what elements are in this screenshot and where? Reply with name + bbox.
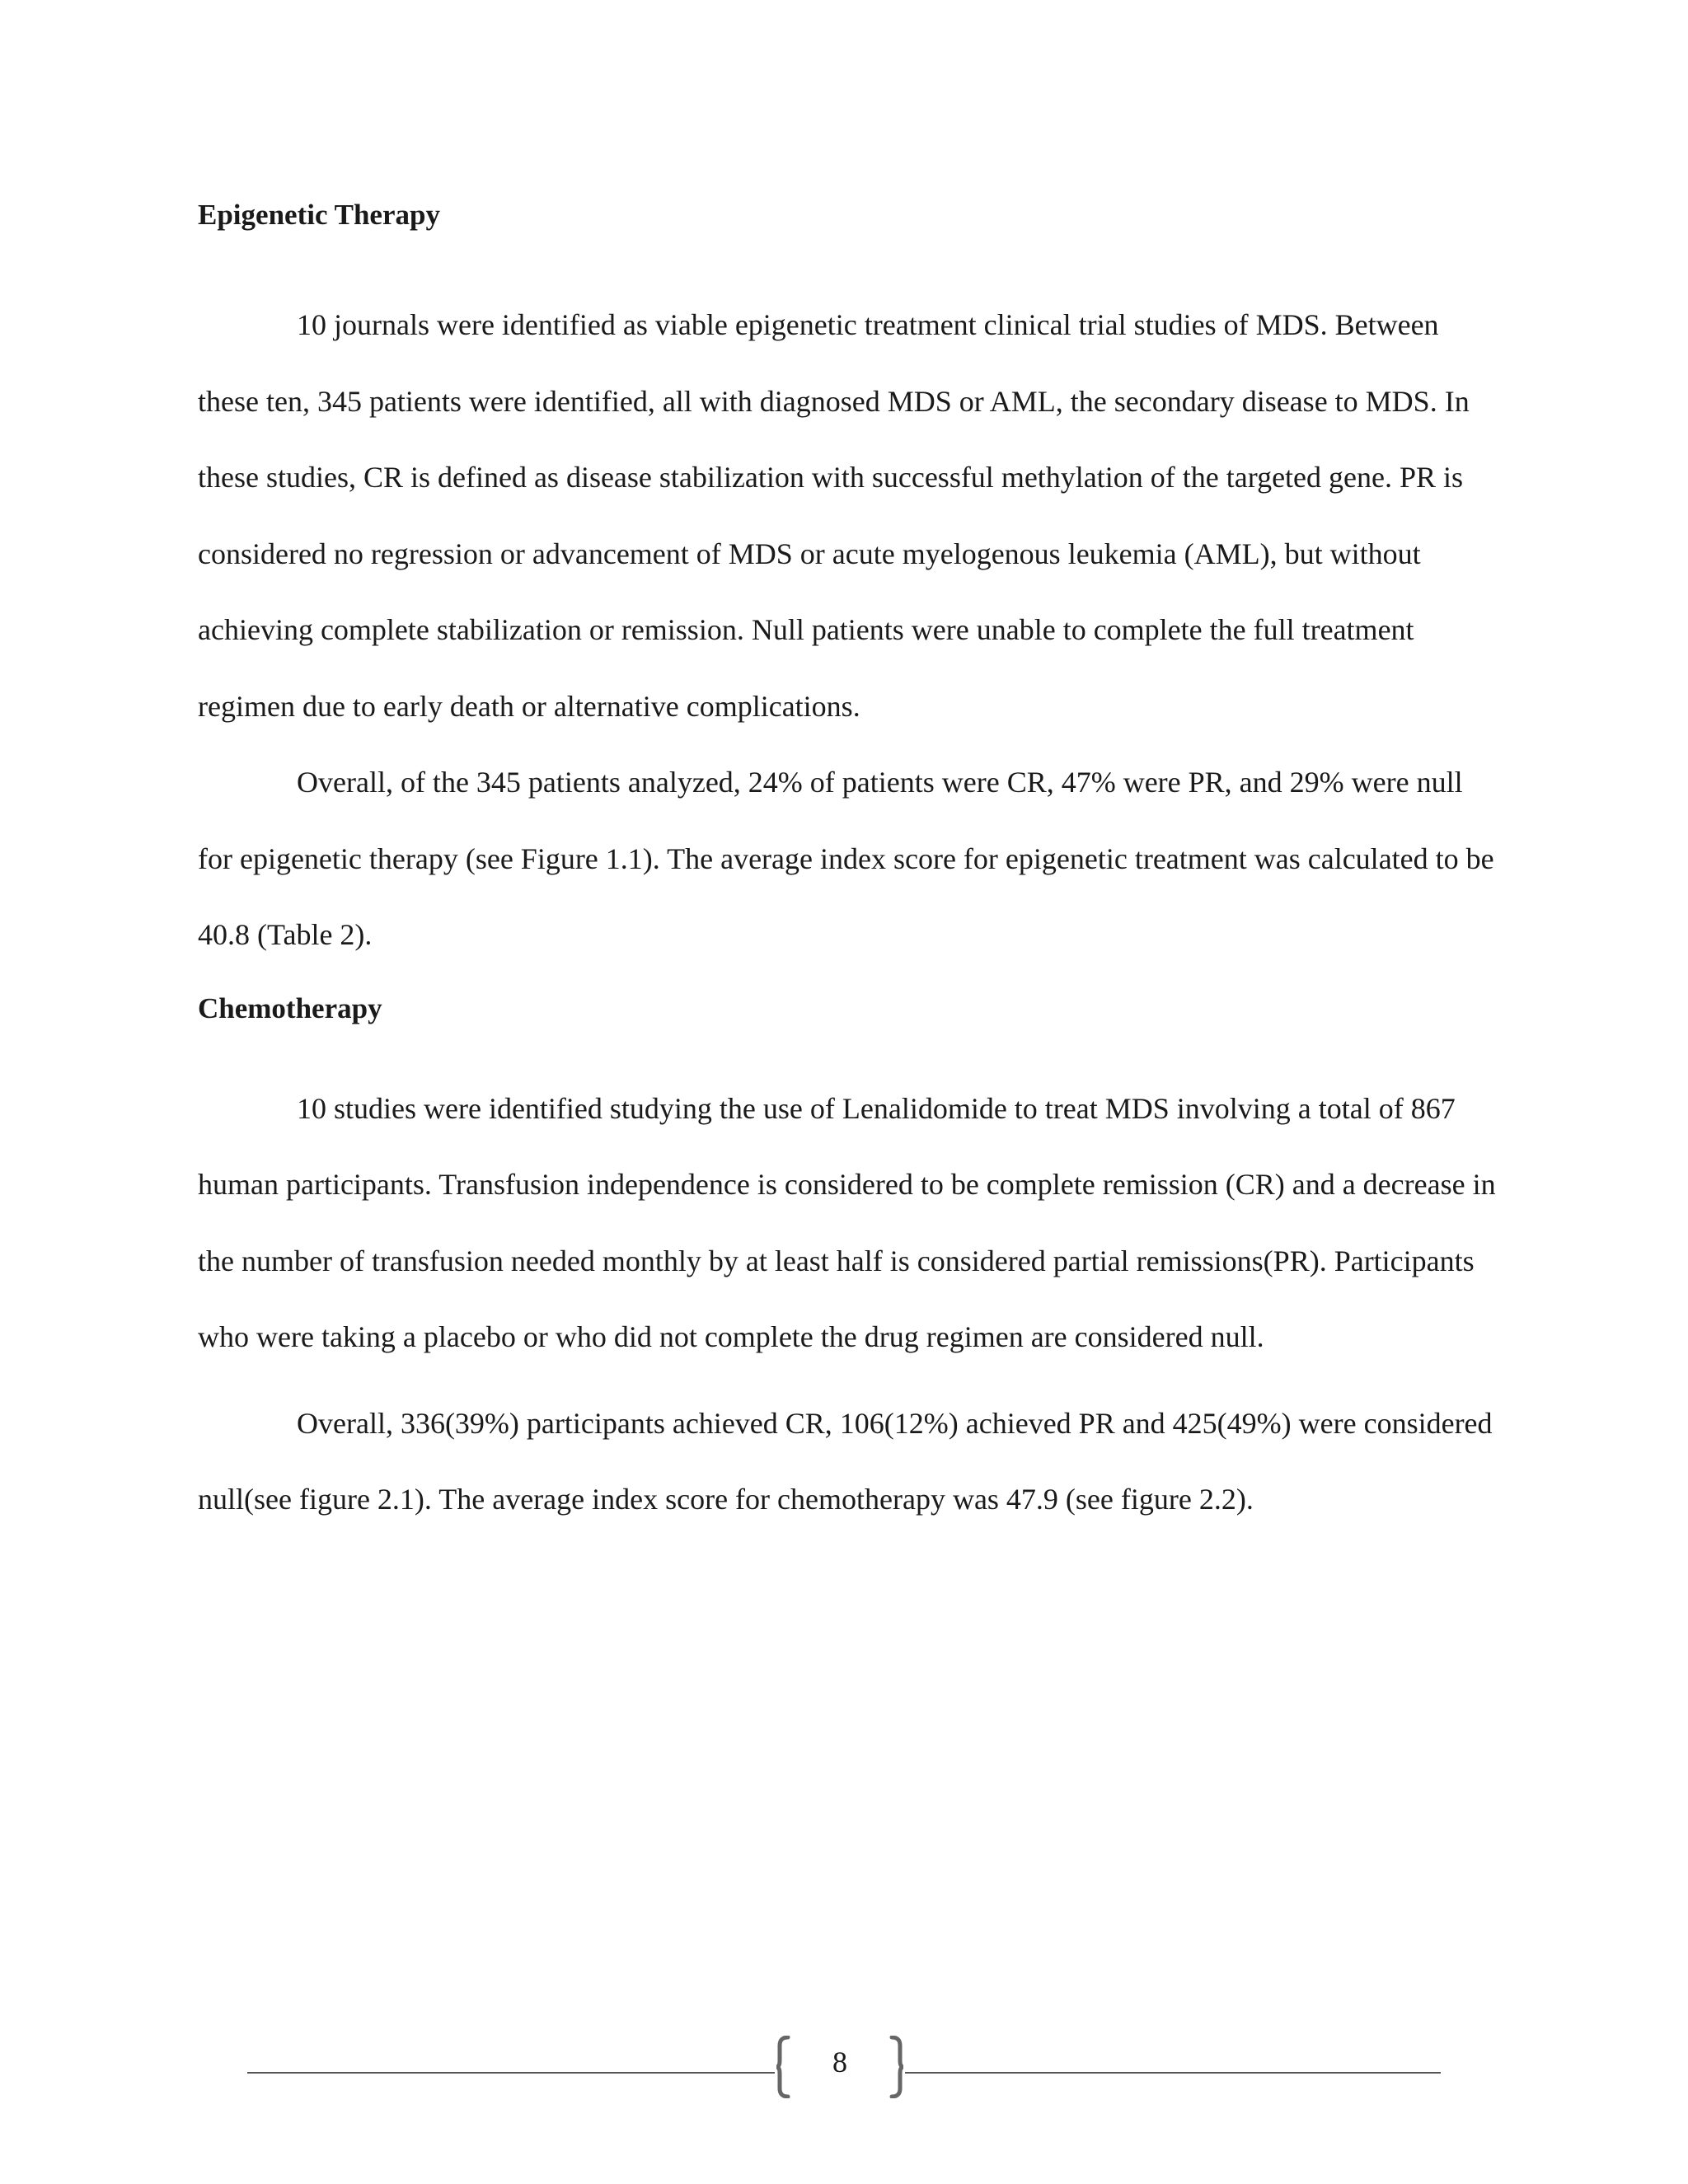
paragraph-chemotherapy-methods: 10 studies were identified studying the use of Lenalidomide to treat MDS involving a total of 867 human participants. Transfusion independence is considered to be complete remission (CR) and a decrease in the number of transfusion needed monthly by at least half is considered partial remissions(PR). Participants who were taking a placebo or who did not complete the drug regimen are considered null.: [198, 1091, 1496, 1353]
left-bracket-icon: [775, 2036, 793, 2098]
page-footer: [0, 2036, 1688, 2102]
section-heading-chemotherapy: Chemotherapy: [198, 991, 382, 1024]
section-heading-epigenetic-therapy: Epigenetic Therapy: [198, 199, 440, 231]
paragraph-epigenetic-methods: 10 journals were identified as viable epigenetic treatment clinical trial studies of MDS. Between these ten, 345 patients were identified, all with diagnosed MDS or AML, the secondary disease to MDS. In these studies, CR is defined as disease stabilization with successful methylation of the targeted gene. PR is considered no regression or advancement of MDS or acute myelogenous leukemia (AML), but without achieving complete stabilization or remission. Null patients were unable to complete the full treatment regimen due to early death or alternative complications.: [198, 308, 1470, 723]
page-number: 8: [832, 2046, 847, 2079]
right-bracket-icon: [887, 2036, 905, 2098]
page-content: [198, 191, 1500, 1538]
footer-rule-left: [247, 2072, 775, 2074]
footer-rule-right: [905, 2072, 1441, 2074]
paragraph-epigenetic-results: Overall, of the 345 patients analyzed, 24% of patients were CR, 47% were PR, and 29% were null for epigenetic therapy (see Figure 1.1). The average index score for epigenetic treatment was calculated to be 40.8 (Table 2).: [198, 766, 1494, 951]
paragraph-chemotherapy-results: Overall, 336(39%) participants achieved CR, 106(12%) achieved PR and 425(49%) were considered null(see figure 2.1). The average index score for chemotherapy was 47.9 (see figure 2.2).: [198, 1406, 1493, 1516]
